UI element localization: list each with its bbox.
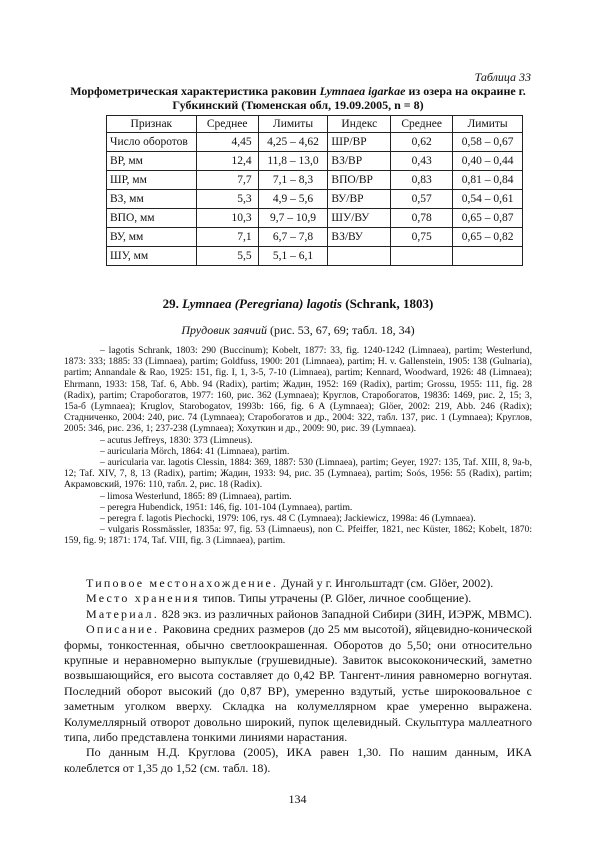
common-refs: (рис. 53, 67, 69; табл. 18, 34) xyxy=(267,323,415,337)
table-cell: 0,43 xyxy=(391,152,453,171)
table-cell: ШР, мм xyxy=(107,171,197,190)
synonymy-entry: – vulgaris Rossmässler, 1835a: 97, fig. 53 (Limnaeus), non C. Pfeiffer, 1821, nec Küster, 1862; Kobelt, 1870: 159, fig. 9; 1871: 174, Taf. VIII, fig. 3 (Limnaea), partim. xyxy=(64,524,532,547)
table-cell: 0,75 xyxy=(391,228,453,247)
storage-paragraph xyxy=(64,591,532,606)
table-cell: 0,78 xyxy=(391,209,453,228)
table-number: Таблица 33 xyxy=(474,70,531,84)
species-number: 29. xyxy=(162,296,183,311)
table-cell: ВР, мм xyxy=(107,152,197,171)
table-cell: 7,7 xyxy=(196,171,258,190)
table-row xyxy=(107,171,523,190)
table-cell xyxy=(328,247,391,266)
synonymy-entry: – limosa Westerlund, 1865: 89 (Limnaea), partim. xyxy=(100,490,292,502)
description-paragraph xyxy=(64,622,532,745)
table-cell: ВУ, мм xyxy=(107,228,197,247)
table-cell: ШУ, мм xyxy=(107,247,197,266)
synonymy-entry: – peregra Hubendick, 1951: 146, fig. 101-104 (Lymnaea), partim. xyxy=(100,501,353,513)
description-label: Описание. xyxy=(86,622,160,637)
storage-label: Место хранения xyxy=(86,591,200,606)
synonymy-entry: – auricularia Mörch, 1864: 41 (Limnaea), partim. xyxy=(100,445,290,457)
table-cell: 0,40 – 0,44 xyxy=(453,152,523,171)
table-cell: 0,62 xyxy=(391,133,453,152)
table-row xyxy=(107,247,523,266)
synonymy-entry: – auricularia var. lagotis Clessin, 1884: 369, 1887: 530 (Limnaea), partim; Geyer, 1927: 135, Taf. XIII, 8, 9a-b, 12; Taf. XIV, 7, 8, 13 (Radix), partim; Жадин, 1933: 94, рис. 35 (Lymnaea), partim; Soós, 1956: 55 (Radix), partim; Акрамовский, 1976: 110, табл. 2, рис. 18 (Radix). xyxy=(64,457,532,491)
table-cell: 4,9 – 5,6 xyxy=(258,190,328,209)
species-heading xyxy=(60,296,536,312)
table-cell: ВЗ/ВУ xyxy=(328,228,391,247)
header-cell: Индекс xyxy=(328,116,391,133)
table-cell: ВЗ/ВР xyxy=(328,152,391,171)
table-row xyxy=(107,152,523,171)
synonymy-entry: – peregra f. lagotis Piechocki, 1979: 106, rys. 48 C (Lymnaea); Jackiewicz, 1998a: 46 (Lymnaea). xyxy=(100,513,476,525)
table-cell: 4,25 – 4,62 xyxy=(258,133,328,152)
header-cell: Среднее xyxy=(391,116,453,133)
synonymy-entry: – lagotis Schrank, 1803: 290 (Buccinum); Kobelt, 1877: 33, fig. 1240-1242 (Limnaea), partim; Westerlund, 1873: 333; 1885: 33 (Limnaea), partim; Goldfuss, 1900: 201 (Limnaea), partim; H. v. Gallenstein, 1905: 138 (Gulnaria), partim; Annandale & Rao, 1925: 151, fig. I, 1, 3-5, 7-10 (Limnaea), partim; Kennard, Woodward, 1926: 48 (Limnaea); Ehrmann, 1933: 158, Taf. 6, Abb. 94 (Radix), partim; Жадин, 1952: 169 (Radix), partim; Grossu, 1955: 111, fig. 28 (Radix), partim; Старобогатов, 1977: 160, рис. 362 (Lymnaea); Круглов, Старобогатов, 1983б: 1469, рис. 2, 15; 3, 15а-б (Lymnaea); Kruglov, Starobogatov, 1993b: 166, fig. 6 A (Lymnaea); Glöer, 2002: 219, Abb. 246 (Radix); Стадниченко, 2004: 240, рис. 74 (Lymnaea); Старобогатов и др., 2004: 322, табл. 137, рис. 1 (Lymnaea); Круглов, 2005: 346, рис. 236, 1; 237-238 (Lymnaea); Хохуткин и др., 2009: 90, рис. 39 (Lymnaea). xyxy=(64,345,532,435)
table-header-row xyxy=(107,116,523,133)
caption-suffix: из озера на окраине г. Губкинский (Тюменская обл, 19.09.2005, n = 8) xyxy=(172,84,526,112)
type-locality-label: Типовое местонахождение. xyxy=(86,576,279,590)
table-row xyxy=(107,228,523,247)
table-cell: 10,3 xyxy=(196,209,258,228)
species-name: Lymnaea (Peregriana) lagotis xyxy=(182,296,342,311)
table-cell: 5,5 xyxy=(196,247,258,266)
common-name-line xyxy=(60,323,536,338)
table-cell: 7,1 xyxy=(196,228,258,247)
table-cell: ШУ/ВУ xyxy=(328,209,391,228)
table-cell: 6,7 – 7,8 xyxy=(258,228,328,247)
table-cell: 0,58 – 0,67 xyxy=(453,133,523,152)
table-cell: 4,45 xyxy=(196,133,258,152)
material-text: 828 экз. из различных районов Западной Сибири (ЗИН, ИЭРЖ, МВМС). xyxy=(158,606,532,621)
table-cell: 0,65 – 0,82 xyxy=(453,228,523,247)
species-author: (Schrank, 1803) xyxy=(341,296,434,311)
table-cell: ВПО, мм xyxy=(107,209,197,228)
table-cell: 7,1 – 8,3 xyxy=(258,171,328,190)
table-cell: 5,1 – 6,1 xyxy=(258,247,328,266)
table-cell: 0,81 – 0,84 xyxy=(453,171,523,190)
table-cell: ВПО/ВР xyxy=(328,171,391,190)
header-cell: Лимиты xyxy=(258,116,328,133)
table-cell: 11,8 – 13,0 xyxy=(258,152,328,171)
header-cell: Лимиты xyxy=(453,116,523,133)
material-label: Материал. xyxy=(86,606,159,621)
type-locality-paragraph xyxy=(64,576,532,591)
table-cell: ШР/ВР xyxy=(328,133,391,152)
description-text: Раковина средних размеров (до 25 мм высотой), яйцевидно-конической формы, тонкостенная, обычно светлоокрашенная. Оборотов до 5,50; они относительно крупные и неравномерно выпуклые (грушевидные). Завиток высококонический, заметно возвышающийся, его высота составляет до 0,42 ВР. Тангент-линия равномерно вогнутая. Последний оборот высокий (до 0,87 ВР), умеренно вздутый, устье широкоовальное с заметным уголком вверху. Складка на колумеллярном крае умеренно выражена. Колумеллярный отворот довольно широкий, пупок щелевидный. Скульптура маллеатного типа, либо представлена тонкими линиями нарастания. xyxy=(64,622,532,745)
header-cell: Среднее xyxy=(196,116,258,133)
synonymy-block xyxy=(64,345,532,547)
material-paragraph xyxy=(64,607,532,622)
caption-species: Lymnaea igarkae xyxy=(319,84,406,98)
synonymy-entry: – acutus Jeffreys, 1830: 373 (Limneus). xyxy=(100,434,253,446)
table-cell: 12,4 xyxy=(196,152,258,171)
table-row xyxy=(107,133,523,152)
table-row xyxy=(107,209,523,228)
header-cell: Признак xyxy=(107,116,197,133)
type-locality-text: Дунай у г. Ингольштадт (см. Glöer, 2002). xyxy=(278,576,494,590)
morphometric-table xyxy=(106,115,523,266)
table-row xyxy=(107,190,523,209)
table-cell: 0,57 xyxy=(391,190,453,209)
table-cell: 5,3 xyxy=(196,190,258,209)
table-cell: ВЗ, мм xyxy=(107,190,197,209)
table-cell: 0,54 – 0,61 xyxy=(453,190,523,209)
table-cell: ВУ/ВР xyxy=(328,190,391,209)
table-cell: 0,83 xyxy=(391,171,453,190)
table-cell: Число оборотов xyxy=(107,133,197,152)
table-cell: 0,65 – 0,87 xyxy=(453,209,523,228)
caption-prefix: Морфометрическая характеристика раковин xyxy=(70,84,320,98)
table-cell xyxy=(391,247,453,266)
table-cell xyxy=(453,247,523,266)
ika-paragraph: По данным Н.Д. Круглова (2005), ИКА равен 1,30. По нашим данным, ИКА колеблется от 1,35 до 1,52 (см. табл. 18). xyxy=(64,745,532,775)
table-cell: 9,7 – 10,9 xyxy=(258,209,328,228)
storage-text: типов. Типы утрачены (P. Glöer, личное сообщение). xyxy=(199,591,472,606)
table-caption xyxy=(60,84,536,112)
common-name: Прудовик заячий xyxy=(181,323,268,337)
page-number: 134 xyxy=(288,792,307,806)
body-text xyxy=(64,576,532,776)
